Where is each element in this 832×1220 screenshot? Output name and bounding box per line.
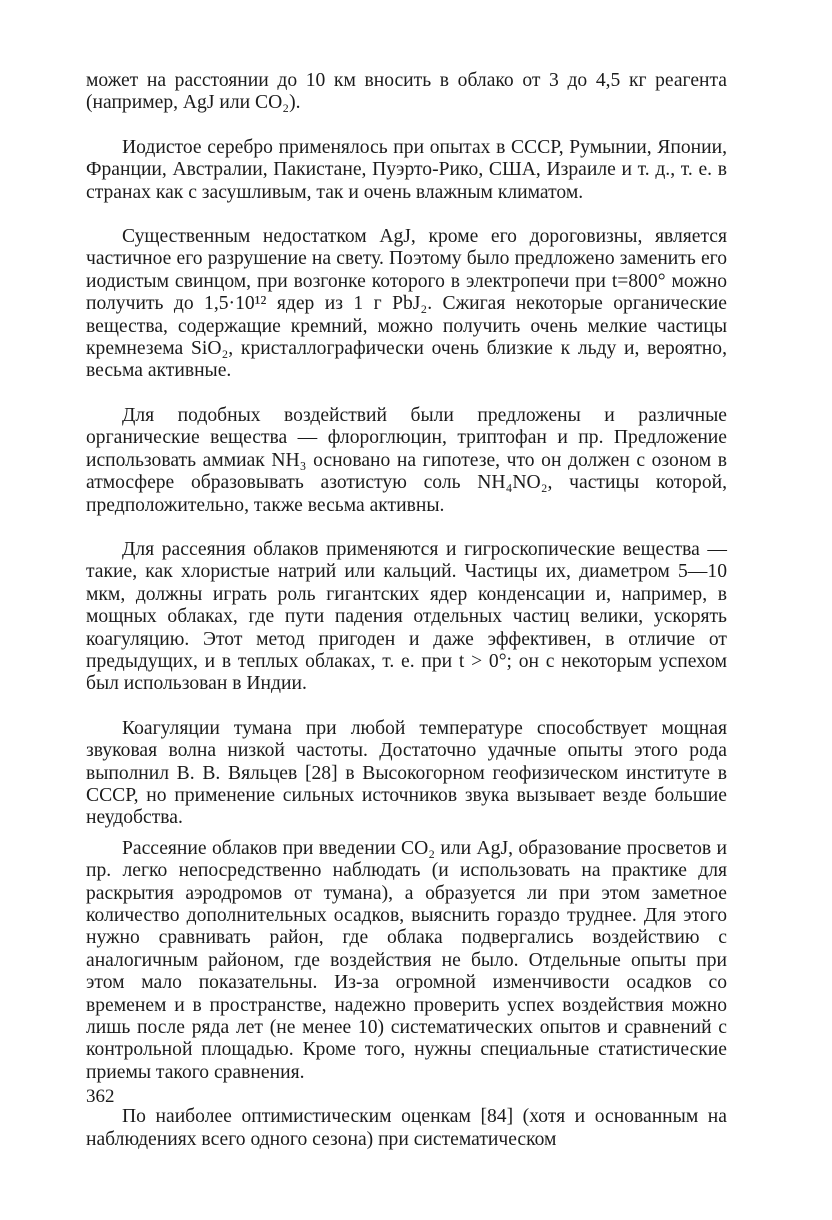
paragraph-2: Иодистое серебро применялось при опытах в СССР, Румынии, Японии, Франции, Австралии, Пакистане, Пуэрто-Рико, США, Израиле и т. д., т. е. в странах как с засушливым, так и очень влажным климатом.	[86, 136, 727, 203]
paragraph-7: Рассеяние облаков при введении CO₂ или AgJ, образование просветов и пр. легко непосредственно наблюдать (и использовать на практике для раскрытия аэродромов от тумана), а образуется ли при этом заметное количество дополнительных осадков, выяснить гораздо труднее. Для этого нужно сравнивать район, где облака подвергались воздействию с аналогичным районом, где воздействия не было. Отдельные опыты при этом мало показательны. Из-за огромной изменчивости осадков со временем и в пространстве, надежно проверить успех воздействия можно лишь после ряда лет (не менее 10) систематических опытов и сравнений с контрольной площадью. Кроме того, нужны специальные статистические приемы такого сравнения.	[86, 837, 727, 1083]
paragraph-3: Существенным недостатком AgJ, кроме его дороговизны, является частичное его разрушение на свету. Поэтому было предложено заменить его иодистым свинцом, при возгонке которого в электропечи при t=800° можно получить до 1,5·10¹² ядер из 1 г PbJ₂. Сжигая некоторые органические вещества, содержащие кремний, можно получить очень мелкие частицы кремнезема SiO₂, кристаллографически очень близкие к льду и, вероятно, весьма активные.	[86, 226, 727, 382]
paragraph-6: Коагуляции тумана при любой температуре способствует мощная звуковая волна низкой частоты. Достаточно удачные опыты этого рода выполнил В. В. Вяльцев [28] в Высокогорном геофизическом институте в СССР, но применение сильных источников звука вызывает везде большие неудобства.	[86, 717, 727, 829]
page-number: 362	[86, 1086, 115, 1107]
paragraph-1: может на расстоянии до 10 км вносить в облако от 3 до 4,5 кг реагента (например, AgJ или CO₂).	[86, 70, 727, 114]
paragraph-8: По наиболее оптимистическим оценкам [84] (хотя и основанным на наблюдениях всего одного сезона) при систематическом	[86, 1106, 727, 1150]
paragraph-4: Для подобных воздействий были предложены и различные органические вещества — флороглюцин, триптофан и пр. Предложение использовать аммиак NH₃ основано на гипотезе, что он должен с озоном в атмосфере образовывать азотистую соль NH₄NO₂, частицы которой, предположительно, также весьма активны.	[86, 404, 727, 516]
paragraph-5: Для рассеяния облаков применяются и гигроскопические вещества — такие, как хлористые натрий или кальций. Частицы их, диаметром 5—10 мкм, должны играть роль гигантских ядер конденсации и, например, в мощных облаках, где пути падения отдельных частиц велики, ускорять коагуляцию. Этот метод пригоден и даже эффективен, в отличие от предыдущих, и в теплых облаках, т. е. при t > 0°; он с некоторым успехом был использован в Индии.	[86, 538, 727, 695]
page-text	[86, 70, 727, 1151]
